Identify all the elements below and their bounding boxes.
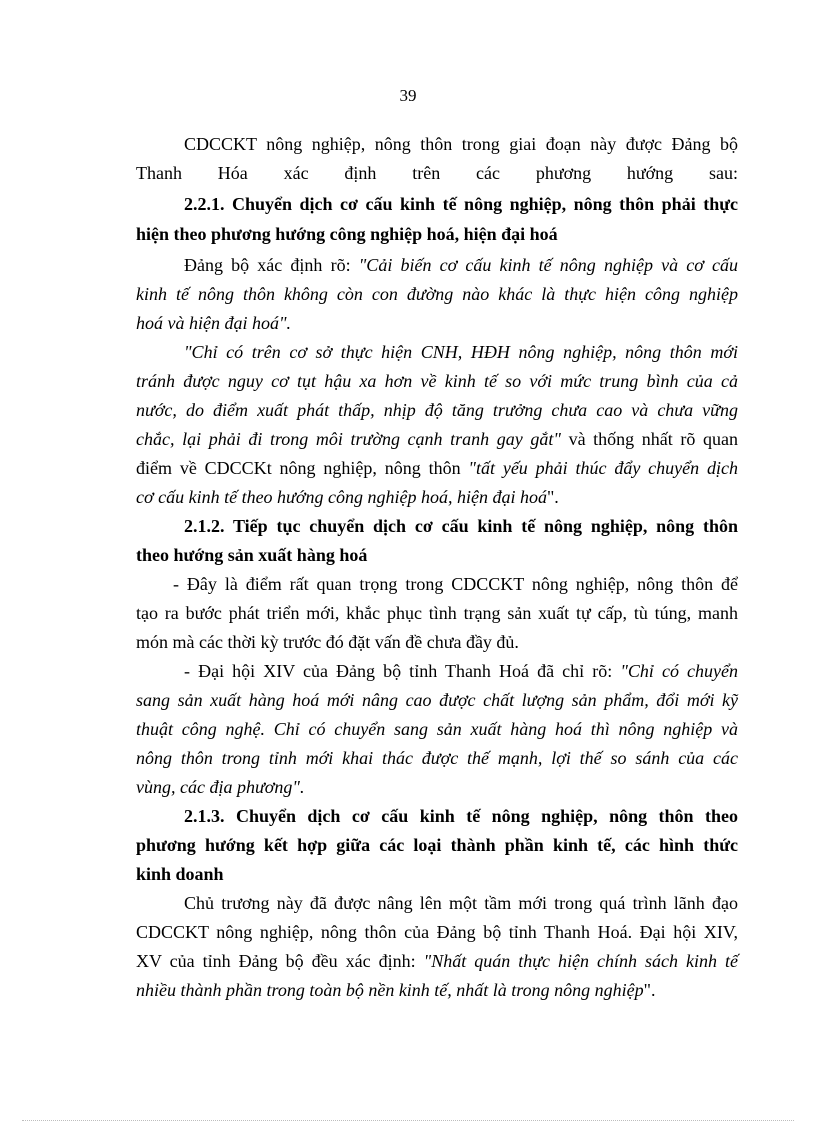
- quote-text: sang sản xuất hàng hoá mới nâng cao được chất lượng sản phẩm, đổi mới kỹ: [136, 690, 738, 710]
- body-line: CDCCKT nông nghiệp, nông thôn trong giai đoạn này được Đảng bộ: [184, 134, 738, 154]
- page-bottom-divider: [22, 1120, 794, 1121]
- text-span: và thống nhất rõ quan: [560, 429, 738, 449]
- quote-text: nông thôn trong tỉnh mới khai thác được thế mạnh, lợi thế so sánh của các: [136, 748, 738, 768]
- quote-text: "Chỉ có trên cơ sở thực hiện CNH, HĐH nông nghiệp, nông thôn mới: [184, 342, 738, 362]
- body-line: [136, 311, 738, 335]
- text-span: XV của tỉnh Đảng bộ đều xác định:: [136, 951, 424, 971]
- quote-text: thuật công nghệ. Chỉ có chuyển sang sản xuất hàng hoá thì nông nghiệp và: [136, 719, 738, 739]
- body-line: [136, 978, 738, 1002]
- quote-text: nhiều thành phần trong toàn bộ nền kinh tế, nhất là trong nông nghiệp: [136, 980, 644, 1000]
- quote-text: hoá và hiện đại hoá".: [136, 313, 292, 333]
- body-line: [136, 369, 738, 393]
- quote-text: "tất yếu phải thúc đẩy chuyển dịch: [468, 458, 738, 478]
- quote-text: "Cải biến cơ cấu kinh tế nông nghiệp và cơ cấu: [358, 255, 738, 275]
- body-line: [184, 253, 738, 277]
- body-line: [136, 949, 738, 973]
- section-heading-2-1-3: phương hướng kết hợp giữa các loại thành phần kinh tế, các hình thức: [136, 835, 738, 855]
- body-line: [184, 340, 738, 364]
- text-span: Đảng bộ xác định rõ:: [184, 255, 359, 275]
- section-heading-2-1-2: theo hướng sản xuất hàng hoá: [136, 545, 368, 565]
- quote-text: chắc, lại phải đi trong môi trường cạnh tranh gay gắt": [136, 429, 561, 449]
- text-span: điểm về CDCCKt nông nghiệp, nông thôn: [136, 458, 469, 478]
- body-line: [136, 775, 738, 799]
- bullet-line: [184, 659, 738, 683]
- body-line: [136, 688, 738, 712]
- quote-text: vùng, các địa phương".: [136, 777, 305, 797]
- page-number: 39: [399, 86, 417, 105]
- body-line: [136, 282, 738, 306]
- body-line: [136, 427, 738, 451]
- text-span: ".: [643, 980, 656, 1000]
- body-line: Thanh Hóa xác định trên các phương hướng sau:: [136, 163, 738, 183]
- text-span: - Đại hội XIV của Đảng bộ tỉnh Thanh Hoá đã chỉ rõ:: [184, 661, 621, 681]
- body-line: [136, 717, 738, 741]
- quote-text: kinh tế nông thôn không còn con đường nào khác là thực hiện công nghiệp: [136, 284, 738, 304]
- body-line: Chủ trương này đã được nâng lên một tầm mới trong quá trình lãnh đạo: [184, 893, 738, 913]
- quote-text: "Nhất quán thực hiện chính sách kinh tế: [423, 951, 738, 971]
- section-heading-2-2-1: hiện theo phương hướng công nghiệp hoá, hiện đại hoá: [136, 224, 558, 244]
- body-line: [136, 485, 738, 509]
- body-line: tạo ra bước phát triển mới, khắc phục tình trạng sản xuất tự cấp, tù túng, manh: [136, 603, 738, 623]
- quote-text: nước, do điểm xuất phát thấp, nhịp độ tăng trưởng chưa cao và chưa vững: [136, 400, 738, 420]
- section-heading-2-2-1: 2.2.1. Chuyển dịch cơ cấu kinh tế nông nghiệp, nông thôn phải thực: [184, 194, 738, 214]
- body-line: [136, 456, 738, 480]
- text-span: ".: [546, 487, 559, 507]
- quote-text: "Chỉ có chuyển: [620, 661, 738, 681]
- body-line: món mà các thời kỳ trước đó đặt vấn đề chưa đầy đủ.: [136, 632, 519, 652]
- quote-text: cơ cấu kinh tế theo hướng công nghiệp hoá, hiện đại hoá: [136, 487, 547, 507]
- section-heading-2-1-3: 2.1.3. Chuyển dịch cơ cấu kinh tế nông nghiệp, nông thôn theo: [184, 806, 738, 826]
- body-line: [136, 746, 738, 770]
- bullet-line: - Đây là điểm rất quan trọng trong CDCCKT nông nghiệp, nông thôn để: [173, 574, 738, 594]
- section-heading-2-1-2: 2.1.2. Tiếp tục chuyển dịch cơ cấu kinh tế nông nghiệp, nông thôn: [184, 516, 738, 536]
- body-line: CDCCKT nông nghiệp, nông thôn của Đảng bộ tỉnh Thanh Hoá. Đại hội XIV,: [136, 922, 738, 942]
- section-heading-2-1-3: kinh doanh: [136, 864, 224, 884]
- quote-text: tránh được nguy cơ tụt hậu xa hơn về kinh tế so với mức trung bình của cả: [136, 371, 738, 391]
- body-line: [136, 398, 738, 422]
